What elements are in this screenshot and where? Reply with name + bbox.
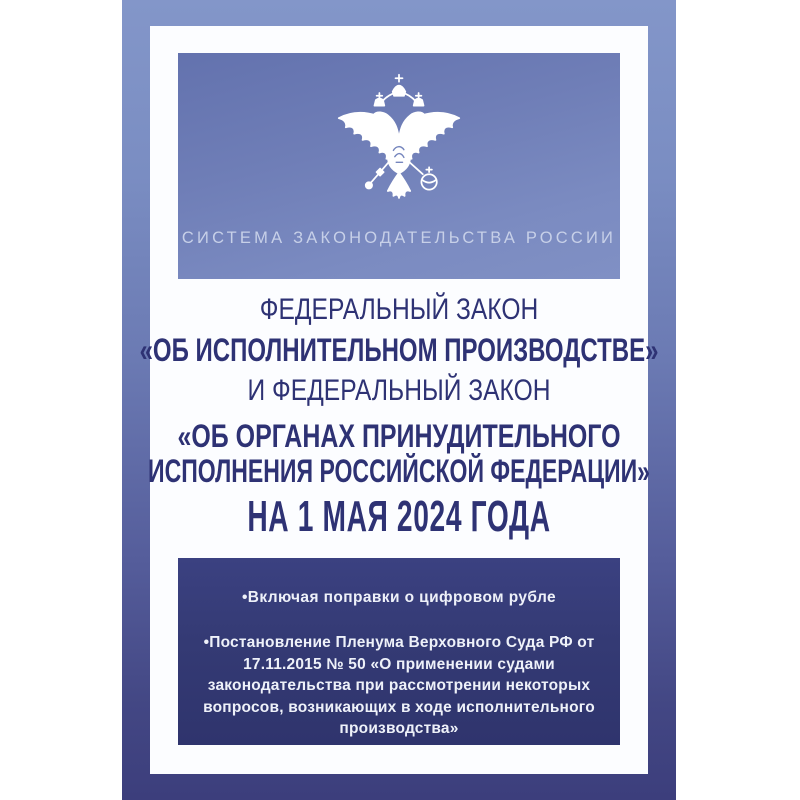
russia-coat-of-arms-icon	[329, 69, 469, 215]
notes-panel	[178, 558, 620, 745]
brand-panel	[178, 53, 620, 279]
note-digital-ruble: •Включая поправки о цифровом рубле	[241, 589, 557, 606]
title-law-name-1: «ОБ ИСПОЛНИТЕЛЬНОМ ПРОИЗВОДСТВЕ»	[139, 332, 659, 368]
cover-page	[139, 26, 659, 774]
series-title: СИСТЕМА ЗАКОНОДАТЕЛЬСТВА РОССИИ	[181, 229, 617, 247]
title-law-label-2: И ФЕДЕРАЛЬНЫЙ ЗАКОН	[247, 374, 551, 407]
title-law-label-1: ФЕДЕРАЛЬНЫЙ ЗАКОН	[259, 293, 539, 326]
edition-date: НА 1 МАЯ 2024 ГОДА	[247, 492, 551, 541]
book-cover	[122, 0, 676, 800]
title-law-name-2-line2: ИСПОЛНЕНИЯ РОССИЙСКОЙ ФЕДЕРАЦИИ»	[148, 453, 650, 489]
note-plenum-resolution: •Постановление Пленума Верховного Суда РФ от 17.11.2015 № 50 «О применении судами законодательства при рассмотрении некоторых вопросов, возникающих в ходе исполнительного производства»	[203, 634, 595, 737]
title-law-name-2-line1: «ОБ ОРГАНАХ ПРИНУДИТЕЛЬНОГО	[177, 418, 621, 454]
